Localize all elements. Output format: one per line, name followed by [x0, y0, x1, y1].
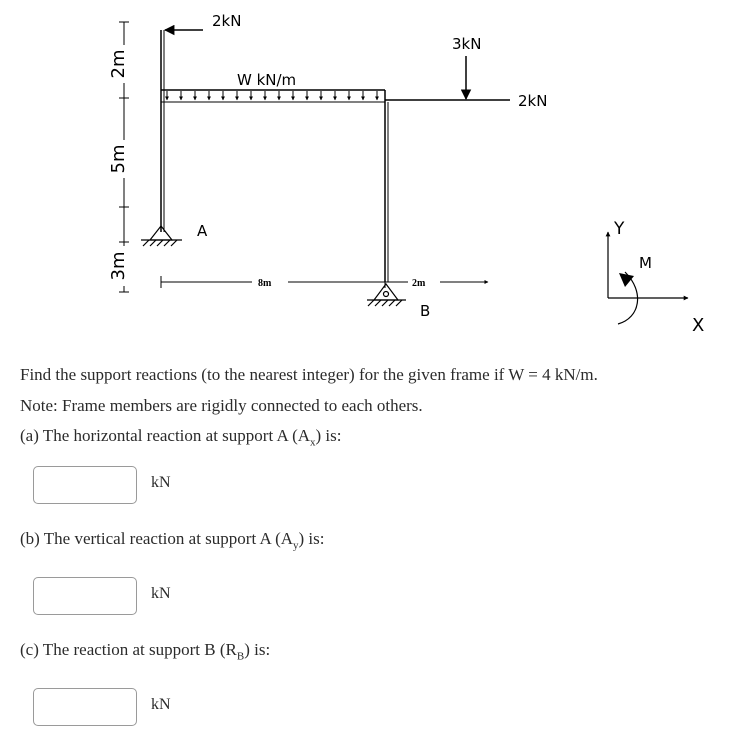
right-load-label: 2kN — [518, 92, 548, 110]
question-c: (c) The reaction at support B $(R_B)$ is: — [20, 640, 271, 663]
horizontal-dimensions — [161, 276, 488, 288]
dim-top-height: 2m — [108, 49, 129, 79]
question-a: (a) The horizontal reaction at support A $(A_x)$ is: — [20, 426, 342, 449]
moment-label: M — [639, 254, 652, 272]
dim-overhang: 2m — [412, 278, 426, 289]
distributed-load-arrows — [167, 91, 377, 100]
dim-bottom-height: 3m — [108, 251, 129, 281]
unit-label-a: kN — [151, 474, 171, 491]
unit-label-c: kN — [151, 696, 171, 713]
top-load-label: 2kN — [212, 12, 242, 30]
support-b — [367, 284, 406, 306]
answer-input-c[interactable] — [33, 688, 137, 726]
question-b: (b) The vertical reaction at support A $(A_y)$ is: — [20, 529, 325, 552]
distributed-load-label: W kN/m — [237, 71, 297, 89]
answer-input-b[interactable] — [33, 577, 137, 615]
frame-members — [161, 30, 510, 282]
problem-statement: Find the support reactions (to the nearest integer) for the given frame if W = 4 kN/m. — [20, 365, 598, 384]
support-a-label: A — [197, 222, 208, 240]
frame-diagram — [0, 0, 733, 360]
support-b-label: B — [420, 302, 431, 320]
problem-note: Note: Frame members are rigidly connected to each others. — [20, 396, 423, 415]
vertical-load-label: 3kN — [452, 35, 482, 53]
axis-x-label: X — [692, 315, 705, 336]
axis-y-label: Y — [614, 219, 625, 239]
answer-input-a[interactable] — [33, 466, 137, 504]
coordinate-axes — [608, 232, 688, 324]
unit-label-b: kN — [151, 585, 171, 602]
dim-mid-height: 5m — [108, 144, 129, 174]
dim-span: 8m — [258, 278, 272, 289]
